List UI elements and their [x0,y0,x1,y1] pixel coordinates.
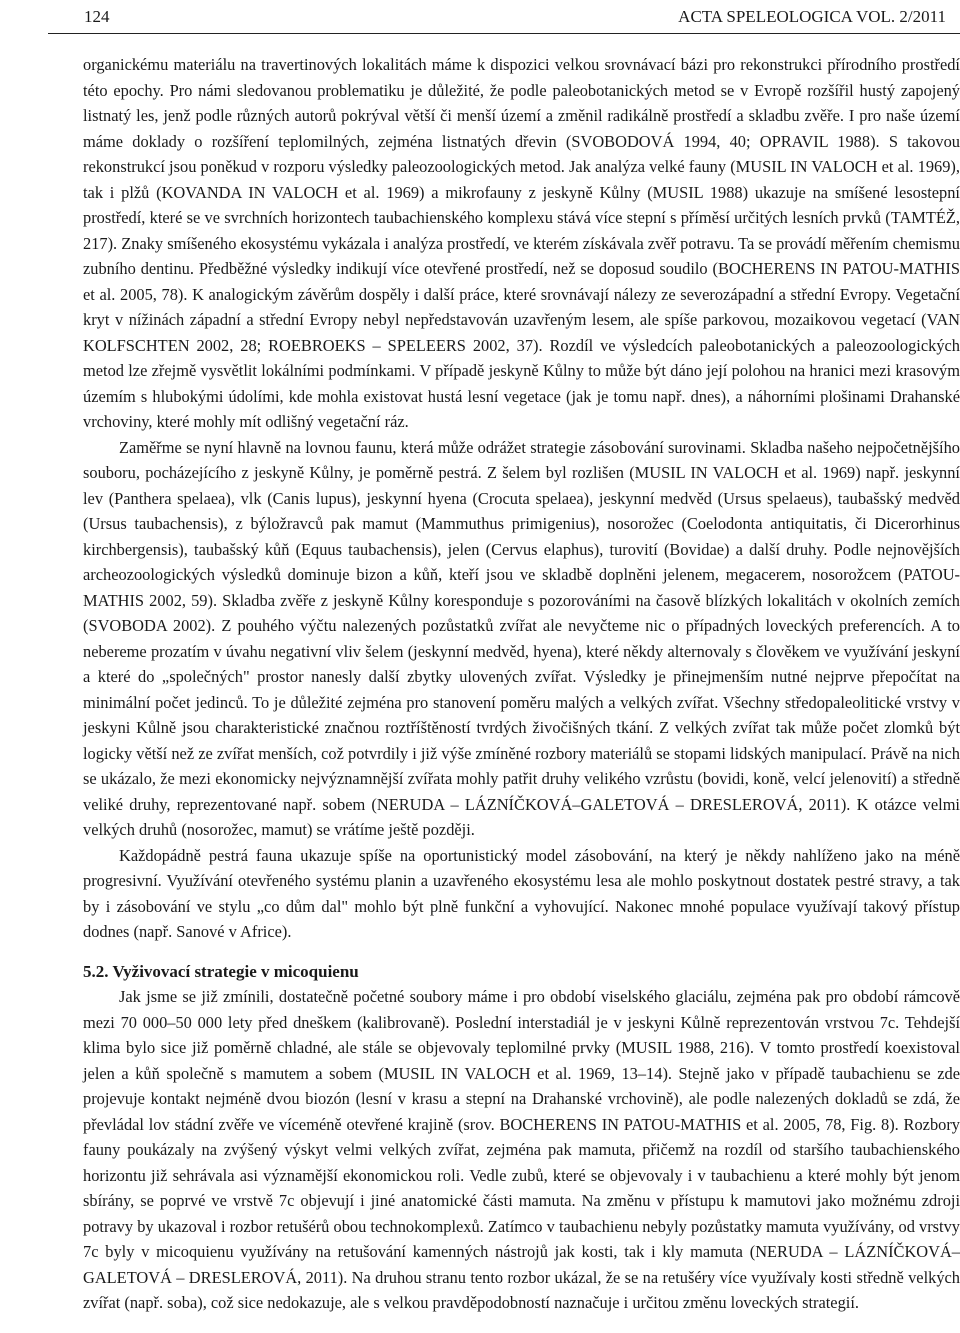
paragraph-3: Každopádně pestrá fauna ukazuje spíše na oportunistický model zásobování, na který je někdy nahlíženo jako na méně progresivní. Využívání otevřeného systému planin a uzavřeného ekosystému lesa ale mohlo poskytnout dostatek pestré stravy, a tak by i zásobování ve stylu „co dům dal" mohlo být plně funkční a vyhovující. Nakonec mnohé populace využívají takový přístup dodnes (např. Sanové v Africe). [83,845,960,941]
journal-title: ACTA SPELEOLOGICA VOL. 2/2011 [678,6,946,26]
paragraph-2: Zaměřme se nyní hlavně na lovnou faunu, která může odrážet strategie zásobování surovinami. Skladba našeho nejpočetnějšího souboru, pocházejícího z jeskyně Kůlny, je poměrně pestrá. Z šelem byl rozlišen (MUSIL IN VALOCH et al. 1969) např. jeskynní lev (Panthera spelaea), vlk (Canis lupus), jeskynní hyena (Crocuta spelaea), jeskynní medvěd (Ursus spelaeus), taubašský medvěd (Ursus taubachensis), z býložravců pak mamut (Mammuthus primigenius), nosorožec (Coelodonta antiquitatis, či Dicerorhinus kirchbergensis), taubašský kůň (Equus taubachensis), jelen (Cervus elaphus), turovití (Bovidae) a další druhy. Podle nejnovějších archeozoologických výsledků dominuje bizon a kůň, kteří jsou ve skladbě doplněni jelenem, megacerem, nosorožcem (PATOU-MATHIS 2002, 59). Skladba zvěře z jeskyně Kůlny koresponduje s pozorováními na časově blízkých lokalitách v okolních zemích (SVOBODA 2002). Z pouhého výčtu nalezených pozůstatků zvířat ale nevyčteme nic o případných loveckých preferencích. A to nebereme prozatím v úvahu negativní vliv šelem (jeskynní medvěd, hyena), které někdy alternovaly s člověkem ve využívání jeskyní a které do „společných" prostor nanesly další zbytky ulovených zvířat. Výsledky je přinejmenším nutné nejprve přepočítat na minimální počet jedinců. To je důležité zejména pro stanovení poměru malých a velkých zvířat. Všechny středopaleolitické vrstvy v jeskyni Kůlně jsou charakteristické značnou roztříštěností tvrdých živočišných tkání. Z velkých zvířat tak může počet zlomků být logicky větší než ze zvířat menších, což potvrdily i již výše zmíněné rozbory materiálů se stopami lidských manipulací. Právě na nich se ukázalo, že mezi ekonomicky nejvýznamnější zvířata mohly patřit druhy velikého vzrůstu (bovidi, koně, velcí jelenovití) a středně veliké druhy, reprezentované např. sobem (NERUDA – LÁZNÍČKOVÁ–GALETOVÁ – DRESLEROVÁ, 2011). K otázce velmi velkých druhů (nosorožec, mamut) se vrátíme ještě později. [83,437,960,839]
page-header [48,0,960,34]
paragraph-1: organickému materiálu na travertinových lokalitách máme k dispozici velkou srovnávací bázi pro rekonstrukci přírodního prostředí této epochy. Pro námi sledovanou problematiku je důležité, že podle paleobotanických metod se v Evropě rozšířil hustý zapojený listnatý les, jenž podle různých autorů pokrýval větší či menší území a změnil radikálně prostředí a skladbu zvěře. I pro naše území máme doklady o rozšíření teplomilných, zejména listnatých dřevin (SVOBODOVÁ 1994, 40; OPRAVIL 1988). S takovou rekonstrukcí jsou poněkud v rozporu výsledky paleozoologických metod. Jak analýza velké fauny (MUSIL IN VALOCH et al. 1969), tak i plžů (KOVANDA IN VALOCH et al. 1969) a mikrofauny z jeskyně Kůlny (MUSIL 1988) ukazuje na smíšené lesostepní prostředí, které se ve svrchních horizontech taubachienského komplexu stává více stepní s příměsí určitých lesních prvků (TAMTÉŽ, 217). Znaky smíšeného ekosystému vykázala i analýza prostředí, ve kterém získávala zvěř potravu. Ta se provádí měřením chemismu zubního dentinu. Předběžné výsledky indikují více otevřené prostředí, než se doposud soudilo (BOCHERENS IN PATOU-MATHIS et al. 2005, 78). K analogickým závěrům dospěly i další práce, které srovnávají nálezy ze severozápadní a střední Evropy. Vegetační kryt v nížinách západní a střední Evropy nebyl nepředstavován uzavřeným lesem, ale spíše parkovou, mozaikovou vegetací (VAN KOLFSCHTEN 2002, 28; ROEBROEKS – SPELEERS 2002, 37). Rozdíl ve výsledcích paleobotanických a paleozoologických metod lze zřejmě vysvětlit lokálními podmínkami. V případě jeskyně Kůlny to může být dáno její polohou na hranici mezi krasovým územím s hlubokými údolími, kde mohla existovat hustá lesní vegetace (jak je tomu např. dnes), a náhorními plošinami Drahanské vrchoviny, které mohly mít odlišný vegetační ráz. [83,55,960,431]
page-number: 124 [84,6,110,26]
section-heading: 5.2. Vyživovací strategie v micoquienu [83,961,359,981]
paragraph-4: Jak jsme se již zmínili, dostatečně početné soubory máme i pro období viselského glaciálu, zejména pak pro období rámcově mezi 70 000–50 000 lety před dneškem (kalibrovaně). Poslední interstadiál je v jeskyni Kůlně reprezentován vrstvou 7c. Tehdejší klima bylo sice již poměrně chladné, ale stále se objevovaly teplomilné prvky (MUSIL 1988, 216). V tomto prostředí koexistoval jelen a kůň společně s mamutem a sobem (MUSIL IN VALOCH et al. 1969, 13–14). Stejně jako v případě taubachienu se zde projevuje kontakt nejméně dvou biozón (lesní v krasu a stepní na Drahanské vrchovině), ale podle nalezených dokladů se zdá, že převládal lov stádní zvěře ve víceméně otevřené krajině (srov. BOCHERENS IN PATOU-MATHIS et al. 2005, 78, Fig. 8). Rozbory fauny poukázaly na zvýšený výskyt velmi velkých zvířat, zejména pak mamuta, přičemž na rozdíl od staršího taubachienského horizontu již sehrávala asi významější ekonomickou roli. Vedle zubů, které se objevovaly i v taubachienu a které mohly být jenom sbírány, se poprvé ve vrstvě 7c objevují i jiné anatomické části mamuta. Na změnu v přístupu k mamutovi jako možnému zdroji potravy by ukazoval i rozbor retušérů obou technokomplexů. Zatímco v taubachienu nebyly pozůstatky mamuta využívány, od vrstvy 7c byly v micoquienu využívány na retušování kamenných nástrojů jak kosti, tak i kly mamuta (NERUDA – LÁZNÍČKOVÁ–GALETOVÁ – DRESLEROVÁ, 2011). Na druhou stranu tento rozbor ukázal, že se na retušéry více využívaly kosti středně velkých zvířat (např. soba), což sice nedokazuje, ale s velkou pravděpodobností naznačuje i určitou změnu loveckých strategií. [83,987,960,1312]
article-body [83,52,960,1316]
